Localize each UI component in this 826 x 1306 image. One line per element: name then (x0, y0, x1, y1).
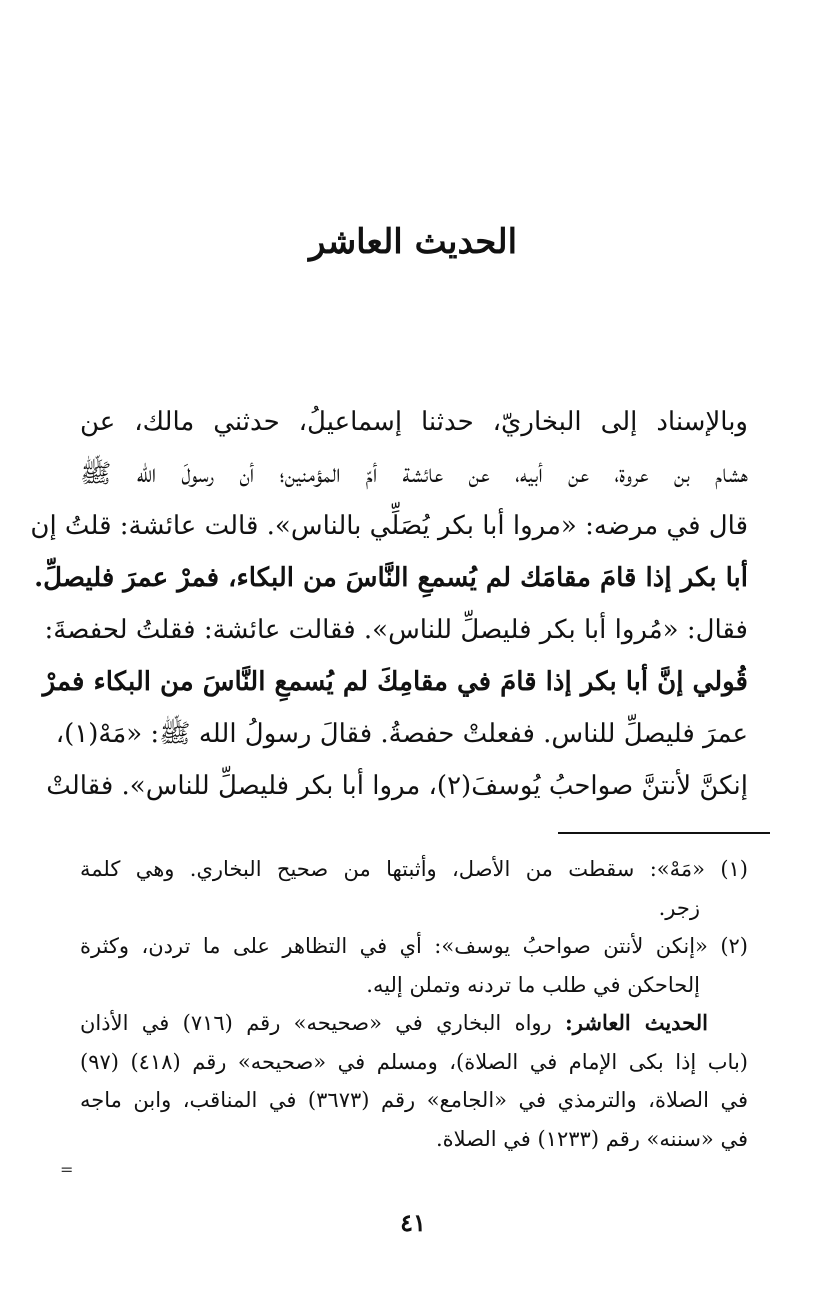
source-label: الحديث العاشر: (565, 1010, 708, 1035)
footnote-line: إلحاحكن في طلب ما تردنه وتملن إليه. (366, 972, 700, 997)
footnote-line: في الصلاة، والترمذي في «الجامع» رقم (٣٦٧٣) في المناقب، وابن ماجه (80, 1088, 748, 1112)
body-line: قال في مرضه: «مروا أبا بكر يُصَلِّي بالناس». قالت عائشة: قلتُ إن (30, 511, 748, 541)
hadith-body (30, 396, 748, 812)
body-line: فقال: «مُروا أبا بكر فليصلِّ للناس». فقالت عائشة: فقلتُ لحفصةَ: (44, 615, 748, 645)
footnote-separator (558, 832, 770, 834)
footnote-source-line (80, 1004, 748, 1043)
hadith-title: الحديث العاشر (308, 222, 518, 262)
footnote-line: في «سننه» رقم (١٢٣٣) في الصلاة. (435, 1126, 748, 1151)
margin-mark: = (60, 1160, 74, 1179)
footnote-line: زجر. (658, 895, 700, 920)
footnote-line: (باب إذا بكى الإمام في الصلاة)، ومسلم في «صحيحه» رقم (٤١٨) (٩٧) (80, 1049, 748, 1074)
body-line: قُولي إنَّ أبا بكر إذا قامَ في مقامِكَ لم يُسمعِ النَّاسَ من البكاء فمرْ (42, 667, 748, 697)
footnote-line: (٢) «إنكن لأنتن صواحبُ يوسف»: أي في التظاهر على ما تردن، وكثرة (80, 934, 748, 958)
footnotes (80, 850, 748, 1158)
body-line: إنكنَّ لأنتنَّ صواحبُ يُوسفَ(٢)، مروا أبا بكر فليصلِّ للناس». فقالتْ (46, 771, 748, 801)
body-line: وبالإسناد إلى البخاريّ، حدثنا إسماعيلُ، حدثني مالك، عن (80, 407, 748, 437)
page-number: ٤١ (400, 1208, 426, 1237)
body-line: عمرَ فليصلِّ للناس. ففعلتْ حفصةُ. فقالَ رسولُ الله ﷺ: «مَهْ(١)، (55, 719, 748, 749)
body-line: أبا بكر إذا قامَ مقامَك لم يُسمعِ النَّاسَ من البكاء، فمرْ عمرَ فليصلِّ. (34, 563, 748, 593)
footnote-line: (١) «مَهْ»: سقطت من الأصل، وأثبتها من صحيح البخاري. وهي كلمة (80, 857, 748, 881)
body-line: هشام بن عروة، عن أبيه، عن عائشة أمّ المؤمنين؛ أن رسولَ الله ﷺ (80, 459, 748, 489)
source-text: رواه البخاري في «صحيحه» رقم (٧١٦) في الأذان (80, 1011, 552, 1035)
